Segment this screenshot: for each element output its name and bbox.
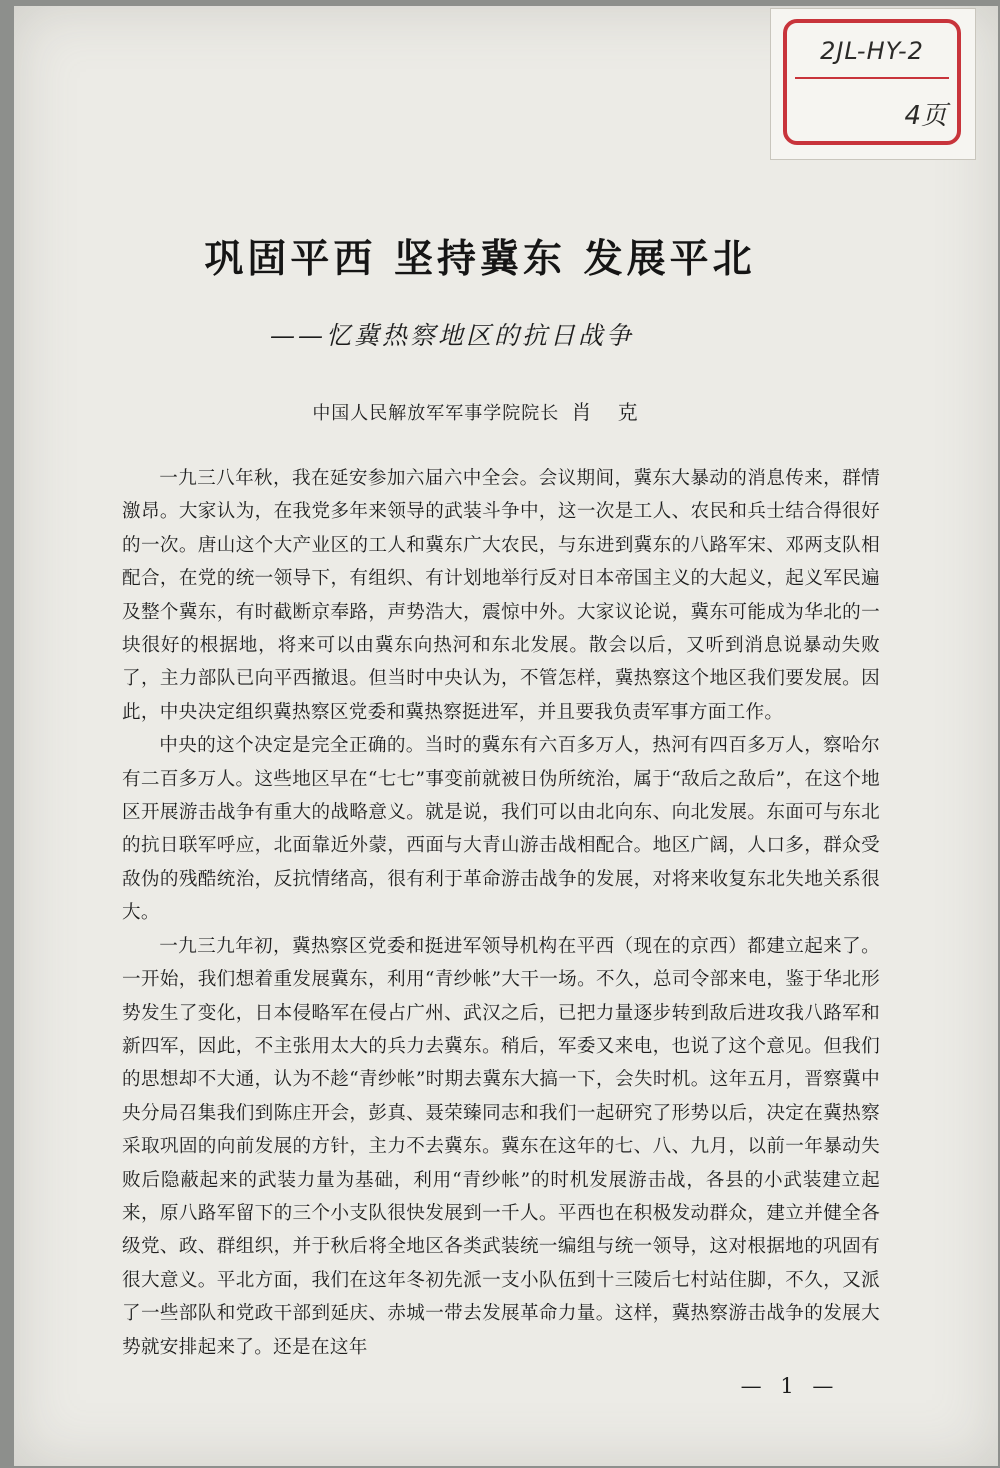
archive-page-count: 4页 — [904, 101, 947, 131]
document-body — [122, 462, 880, 1364]
paragraph: 一九三九年初，冀热察区党委和挺进军领导机构在平西（现在的京西）都建立起来了。一开始，我们想着重发展冀东，利用“青纱帐”大干一场。不久，总司令部来电，鉴于华北形势发生了变化，日本侵略军在侵占广州、武汉之后，已把力量逐步转到敌后进攻我八路军和新四军，因此，不主张用太大的兵力去冀东。稍后，军委又来电，也说了这个意见。但我们的思想却不大通，认为不趁“青纱帐”时期去冀东大搞一下，会失时机。这年五月，晋察冀中央分局召集我们到陈庄开会，彭真、聂荣臻同志和我们一起研究了形势以后，决定在冀热察采取巩固的向前发展的方针，主力不去冀东。冀东在这年的七、八、九月，以前一年暴动失败后隐蔽起来的武装力量为基础，利用“青纱帐”的时机发展游击战，各县的小武装建立起来，原八路军留下的三个小支队很快发展到一千人。平西也在积极发动群众，建立并健全各级党、政、群组织，并于秋后将全地区各类武装统一编组与统一领导，这对根据地的巩固有很大意义。平北方面，我们在这年冬初先派一支小队伍到十三陵后七村站住脚，不久，又派了一些部队和党政干部到延庆、赤城一带去发展革命力量。这样，冀热察游击战争的发展大势就安排起来了。还是在这年 — [122, 935, 880, 1358]
document-subtitle: ——忆冀热察地区的抗日战争 — [270, 321, 635, 350]
document-title: 巩固平西 坚持冀东 发展平北 — [204, 237, 756, 282]
author-line — [200, 396, 760, 425]
paragraph: 中央的这个决定是完全正确的。当时的冀东有六百多万人，热河有四百多万人，察哈尔有二百多万人。这些地区早在“七七”事变前就被日伪所统治，属于“敌后之敌后”，在这个地区开展游击战争有重大的战略意义。就是说，我们可以由北向东、向北发展。东面可与东北的抗日联军呼应，北面靠近外蒙，西面与大青山游击战相配合。地区广阔，人口多，群众受敌伪的残酷统治，反抗情绪高，很有利于革命游击战争的发展，对将来收复东北失地关系很大。 — [122, 735, 880, 924]
paragraph: 一九三八年秋，我在延安参加六届六中全会。会议期间，冀东大暴动的消息传来，群情激昂。大家认为，在我党多年来领导的武装斗争中，这一次是工人、农民和兵士结合得很好的一次。唐山这个大产业区的工人和冀东广大农民，与东进到冀东的八路军宋、邓两支队相配合，在党的统一领导下，有组织、有计划地举行反对日本帝国主义的大起义，起义军民遍及整个冀东，有时截断京奉路，声势浩大，震惊中外。大家议论说，冀东可能成为华北的一块很好的根据地，将来可以由冀东向热河和东北发展。散会以后，又听到消息说暴动失败了，主力部队已向平西撤退。但当时中央认为，不管怎样，冀热察这个地区我们要发展。因此，中央决定组织冀热察区党委和冀热察挺进军，并且要我负责军事方面工作。 — [122, 468, 880, 723]
archive-label — [770, 8, 976, 160]
author-name: 肖 克 — [571, 400, 648, 424]
archive-code: 2JL-HY-2 — [820, 37, 924, 65]
archive-stamp-frame — [783, 19, 961, 145]
author-title: 中国人民解放军军事学院院长 — [312, 403, 560, 424]
stamp-divider — [795, 77, 949, 79]
page-number: — 1 — — [740, 1374, 840, 1398]
